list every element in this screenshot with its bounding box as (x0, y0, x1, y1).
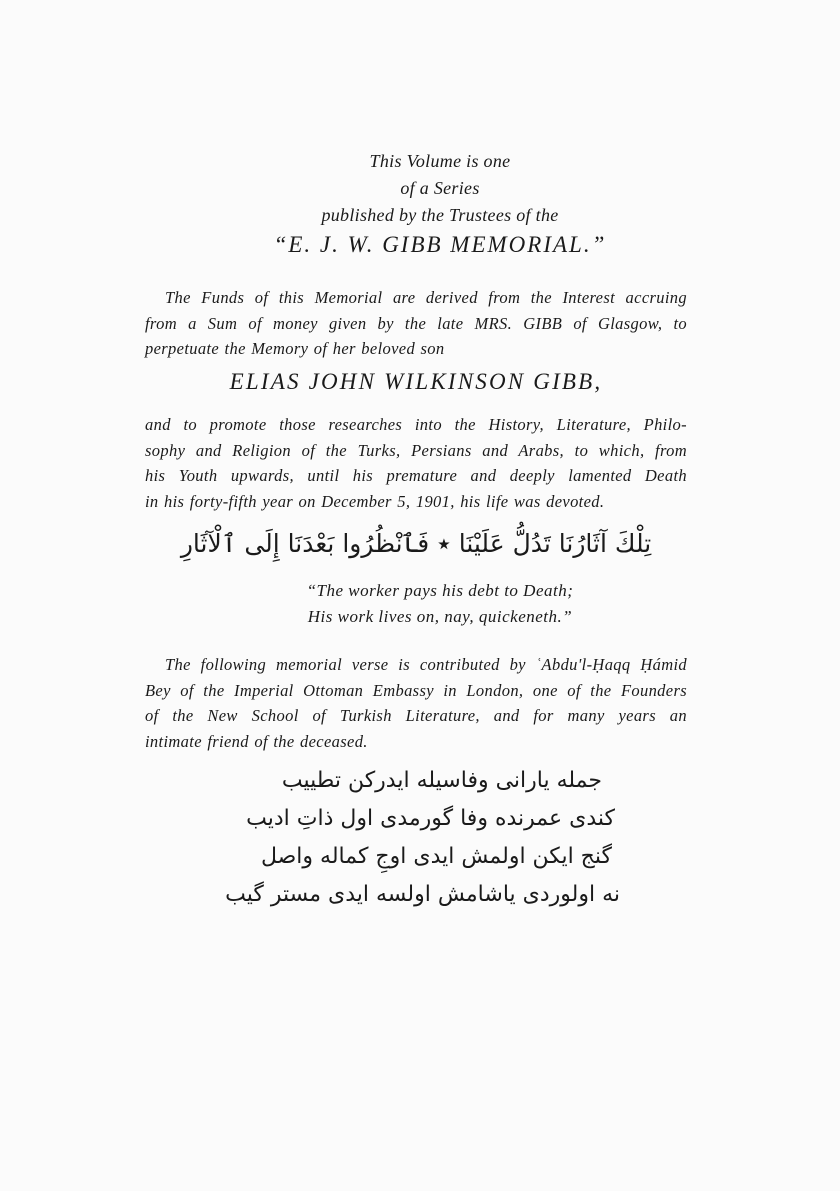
paragraph-line: sophy and Religion of the Turks, Persians and Arabs, to which, from (145, 440, 687, 460)
quote-line-2: His work lives on, nay, quickeneth.” (307, 607, 573, 626)
verse-line: نه اولوردی یاشامش اولسه ایدی مستر گیب (225, 882, 620, 907)
paragraph-line: from a Sum of money given by the late MRS. GIBB of Glasgow, to (145, 313, 687, 333)
name-heading: ELIAS JOHN WILKINSON GIBB, (229, 369, 603, 394)
series-line-2: of a Series (400, 178, 480, 198)
series-notice (0, 148, 840, 261)
funds-paragraph (145, 285, 687, 362)
paragraph-line: intimate friend of the deceased. (145, 731, 368, 751)
paragraph-line: Bey of the Imperial Ottoman Embassy in London, one of the Founders (145, 680, 687, 700)
verse-line: کندی عمرنده وفا گورمدی اول ذاتِ ادیب (246, 806, 615, 831)
quote-line-1: “The worker pays his debt to Death; (306, 581, 574, 600)
verse-line: جمله یارانی وفاسیله ایدرکن تطییب (281, 768, 602, 793)
promote-paragraph (145, 412, 687, 514)
series-line-1: This Volume is one (369, 151, 511, 171)
paragraph-line: perpetuate the Memory of her beloved son (145, 339, 445, 358)
following-paragraph (145, 652, 687, 754)
quote (0, 578, 840, 630)
paragraph-line: The following memorial verse is contributed by ʿAbdu'l-Ḥaqq Ḥámid (165, 655, 687, 674)
paragraph-line: of the New School of Turkish Literature, and for many years an (145, 706, 687, 725)
memorial-title: “E. J. W. GIBB MEMORIAL.” (273, 232, 607, 257)
arabic-verse: تِلْكَ آثَارُنَا تَدُلُّ عَلَيْنَا ٭ فَٱنْظُرُوا بَعْدَنَا إِلَى ٱلْآثَارِ (180, 529, 652, 558)
turkish-memorial-verse (200, 762, 620, 914)
paragraph-line: The Funds of this Memorial are derived from the Interest accruing (165, 288, 687, 307)
paragraph-line: and to promote those researches into the History, Literature, Philo- (145, 415, 687, 434)
verse-line: گنج ایکن اولمش ایدی اوجِ کماله واصل (260, 844, 612, 869)
paragraph-line: in his forty-fifth year on December 5, 1901, his life was devoted. (145, 491, 605, 511)
series-line-3: published by the Trustees of the (321, 205, 559, 225)
paragraph-line: his Youth upwards, until his premature and deeply lamented Death (145, 466, 687, 485)
